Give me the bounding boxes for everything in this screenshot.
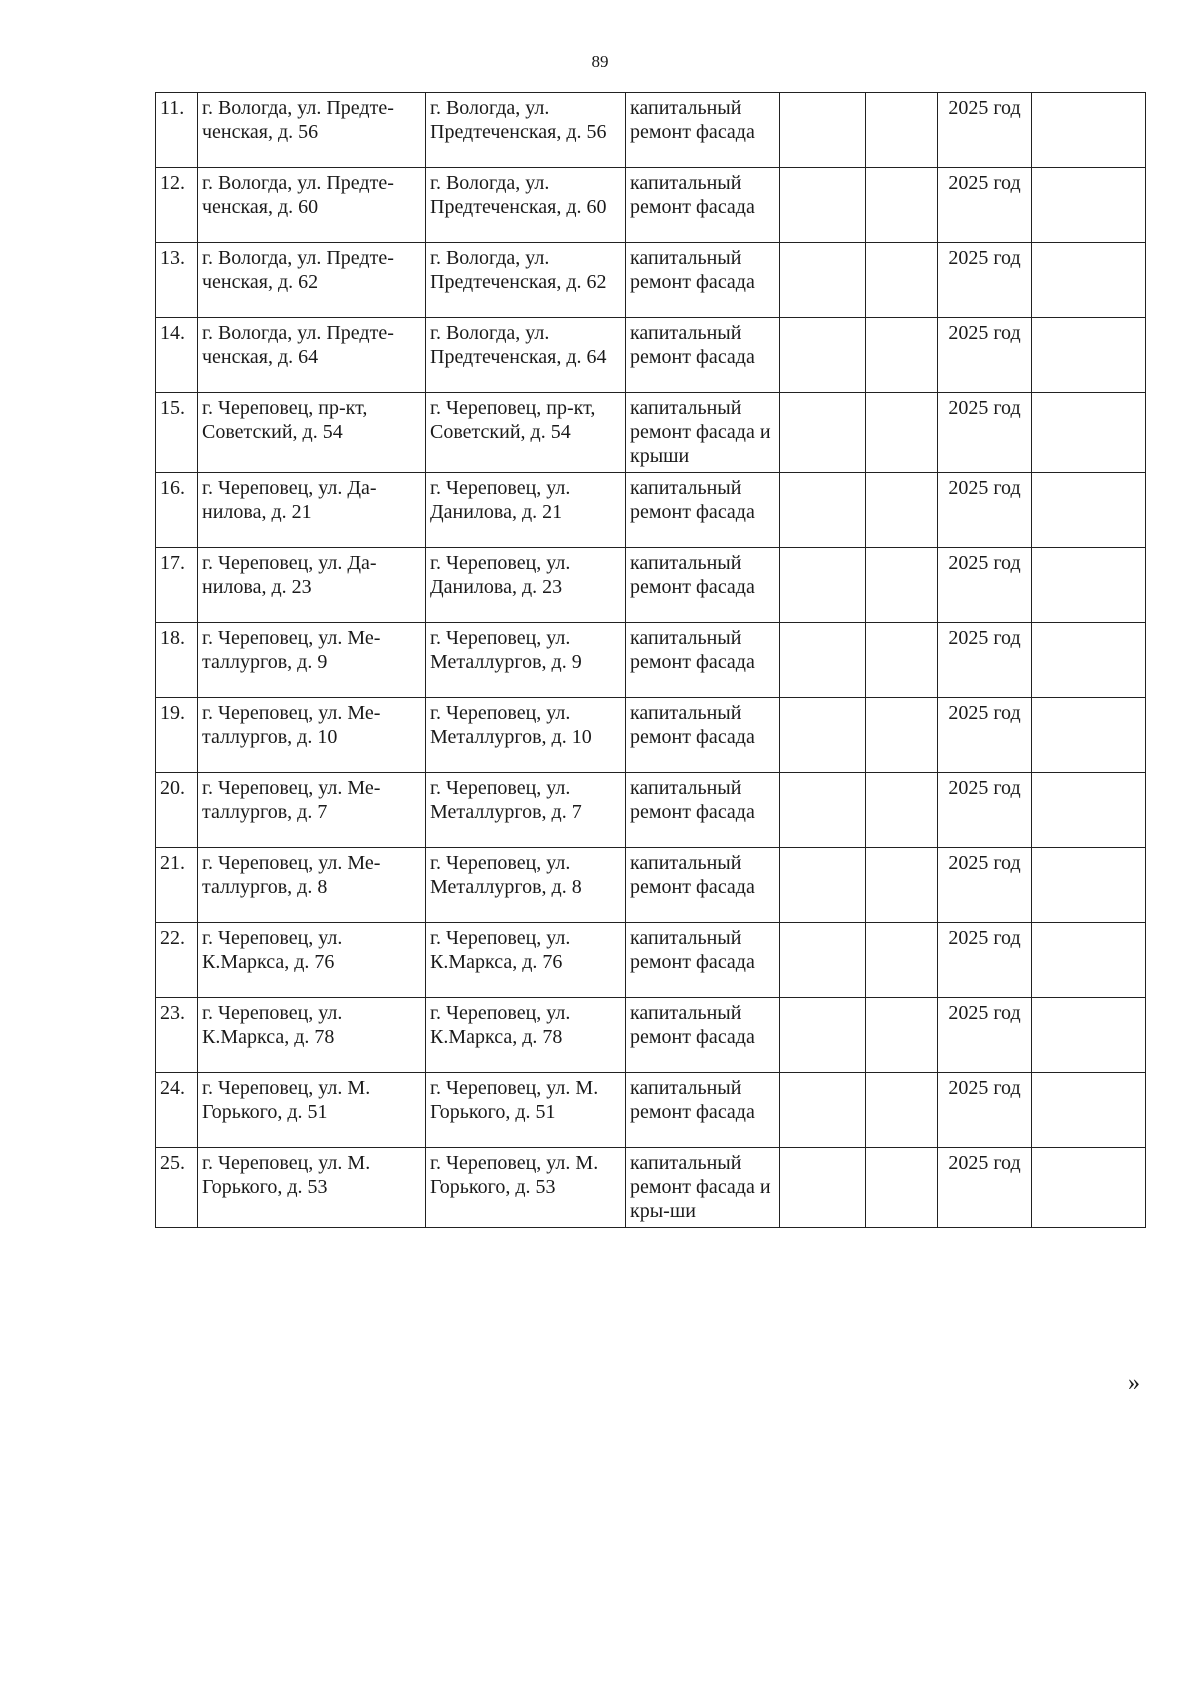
address-cell: г. Череповец, ул. М. Горького, д. 53 — [198, 1148, 426, 1228]
work-type-cell: капитальный ремонт фасада — [626, 93, 780, 168]
table-row — [156, 1148, 1146, 1228]
table-row — [156, 1073, 1146, 1148]
location-cell: г. Череповец, ул. Данилова, д. 21 — [426, 473, 626, 548]
work-type-cell: капитальный ремонт фасада — [626, 548, 780, 623]
table-row — [156, 393, 1146, 473]
empty-cell — [780, 243, 866, 318]
location-cell: г. Вологда, ул. Предтеченская, д. 56 — [426, 93, 626, 168]
empty-cell — [866, 93, 938, 168]
work-type-cell: капитальный ремонт фасада — [626, 773, 780, 848]
table-row — [156, 773, 1146, 848]
address-cell: г. Череповец, ул. К.Маркса, д. 78 — [198, 998, 426, 1073]
empty-cell — [866, 318, 938, 393]
year-cell: 2025 год — [938, 473, 1032, 548]
page-number: 89 — [591, 52, 609, 71]
table-row — [156, 243, 1146, 318]
location-cell: г. Вологда, ул. Предтеченская, д. 60 — [426, 168, 626, 243]
year-cell: 2025 год — [938, 923, 1032, 998]
empty-cell — [1032, 848, 1146, 923]
work-type-cell: капитальный ремонт фасада и кры-ши — [626, 1148, 780, 1228]
work-type-cell: капитальный ремонт фасада — [626, 623, 780, 698]
registry-table-body — [156, 93, 1146, 1228]
location-cell: г. Череповец, ул. Металлургов, д. 8 — [426, 848, 626, 923]
empty-cell — [1032, 923, 1146, 998]
empty-cell — [1032, 548, 1146, 623]
row-number-cell: 17. — [156, 548, 198, 623]
row-number-cell: 14. — [156, 318, 198, 393]
table-row — [156, 168, 1146, 243]
empty-cell — [866, 473, 938, 548]
empty-cell — [1032, 393, 1146, 473]
empty-cell — [780, 168, 866, 243]
row-number-cell: 11. — [156, 93, 198, 168]
row-number-cell: 24. — [156, 1073, 198, 1148]
row-number-cell: 20. — [156, 773, 198, 848]
empty-cell — [866, 393, 938, 473]
empty-cell — [866, 623, 938, 698]
year-cell: 2025 год — [938, 243, 1032, 318]
empty-cell — [780, 1073, 866, 1148]
row-number-cell: 19. — [156, 698, 198, 773]
year-cell: 2025 год — [938, 623, 1032, 698]
address-cell: г. Череповец, ул. Ме-таллургов, д. 9 — [198, 623, 426, 698]
empty-cell — [780, 998, 866, 1073]
empty-cell — [780, 393, 866, 473]
work-type-cell: капитальный ремонт фасада — [626, 318, 780, 393]
empty-cell — [780, 698, 866, 773]
row-number-cell: 13. — [156, 243, 198, 318]
location-cell: г. Череповец, пр-кт, Советский, д. 54 — [426, 393, 626, 473]
empty-cell — [1032, 998, 1146, 1073]
empty-cell — [866, 698, 938, 773]
row-number-cell: 18. — [156, 623, 198, 698]
year-cell: 2025 год — [938, 93, 1032, 168]
table-row — [156, 548, 1146, 623]
empty-cell — [1032, 1148, 1146, 1228]
table-row — [156, 848, 1146, 923]
work-type-cell: капитальный ремонт фасада — [626, 168, 780, 243]
address-cell: г. Череповец, ул. Ме-таллургов, д. 10 — [198, 698, 426, 773]
address-cell: г. Череповец, ул. Ме-таллургов, д. 8 — [198, 848, 426, 923]
work-type-cell: капитальный ремонт фасада — [626, 473, 780, 548]
empty-cell — [780, 623, 866, 698]
empty-cell — [866, 243, 938, 318]
location-cell: г. Череповец, ул. М. Горького, д. 51 — [426, 1073, 626, 1148]
location-cell: г. Череповец, ул. М. Горького, д. 53 — [426, 1148, 626, 1228]
address-cell: г. Череповец, ул. К.Маркса, д. 76 — [198, 923, 426, 998]
year-cell: 2025 год — [938, 393, 1032, 473]
empty-cell — [1032, 243, 1146, 318]
location-cell: г. Вологда, ул. Предтеченская, д. 64 — [426, 318, 626, 393]
year-cell: 2025 год — [938, 548, 1032, 623]
empty-cell — [866, 848, 938, 923]
empty-cell — [780, 1148, 866, 1228]
work-type-cell: капитальный ремонт фасада — [626, 243, 780, 318]
work-type-cell: капитальный ремонт фасада — [626, 998, 780, 1073]
empty-cell — [1032, 1073, 1146, 1148]
empty-cell — [866, 168, 938, 243]
address-cell: г. Череповец, ул. Да-нилова, д. 21 — [198, 473, 426, 548]
location-cell: г. Вологда, ул. Предтеченская, д. 62 — [426, 243, 626, 318]
empty-cell — [780, 923, 866, 998]
empty-cell — [1032, 168, 1146, 243]
row-number-cell: 12. — [156, 168, 198, 243]
empty-cell — [866, 773, 938, 848]
closing-quote-mark: » — [1128, 1370, 1140, 1396]
year-cell: 2025 год — [938, 848, 1032, 923]
empty-cell — [1032, 698, 1146, 773]
empty-cell — [1032, 773, 1146, 848]
table-row — [156, 698, 1146, 773]
row-number-cell: 15. — [156, 393, 198, 473]
location-cell: г. Череповец, ул. Данилова, д. 23 — [426, 548, 626, 623]
address-cell: г. Вологда, ул. Предте-ченская, д. 62 — [198, 243, 426, 318]
empty-cell — [780, 473, 866, 548]
work-type-cell: капитальный ремонт фасада — [626, 698, 780, 773]
address-cell: г. Вологда, ул. Предте-ченская, д. 56 — [198, 93, 426, 168]
row-number-cell: 16. — [156, 473, 198, 548]
table-row — [156, 93, 1146, 168]
address-cell: г. Вологда, ул. Предте-ченская, д. 60 — [198, 168, 426, 243]
empty-cell — [1032, 318, 1146, 393]
empty-cell — [780, 773, 866, 848]
row-number-cell: 22. — [156, 923, 198, 998]
empty-cell — [866, 548, 938, 623]
empty-cell — [1032, 623, 1146, 698]
year-cell: 2025 год — [938, 998, 1032, 1073]
address-cell: г. Череповец, пр-кт, Советский, д. 54 — [198, 393, 426, 473]
location-cell: г. Череповец, ул. Металлургов, д. 9 — [426, 623, 626, 698]
year-cell: 2025 год — [938, 698, 1032, 773]
empty-cell — [866, 1073, 938, 1148]
location-cell: г. Череповец, ул. К.Маркса, д. 76 — [426, 923, 626, 998]
year-cell: 2025 год — [938, 773, 1032, 848]
empty-cell — [780, 318, 866, 393]
table-row — [156, 473, 1146, 548]
address-cell: г. Вологда, ул. Предте-ченская, д. 64 — [198, 318, 426, 393]
work-type-cell: капитальный ремонт фасада — [626, 848, 780, 923]
year-cell: 2025 год — [938, 168, 1032, 243]
row-number-cell: 23. — [156, 998, 198, 1073]
empty-cell — [866, 923, 938, 998]
registry-table-container — [155, 92, 1145, 1228]
work-type-cell: капитальный ремонт фасада — [626, 923, 780, 998]
row-number-cell: 25. — [156, 1148, 198, 1228]
work-type-cell: капитальный ремонт фасада и крыши — [626, 393, 780, 473]
table-row — [156, 923, 1146, 998]
table-row — [156, 623, 1146, 698]
empty-cell — [866, 1148, 938, 1228]
year-cell: 2025 год — [938, 1148, 1032, 1228]
empty-cell — [780, 93, 866, 168]
empty-cell — [780, 548, 866, 623]
empty-cell — [1032, 473, 1146, 548]
empty-cell — [1032, 93, 1146, 168]
registry-table — [155, 92, 1146, 1228]
address-cell: г. Череповец, ул. М. Горького, д. 51 — [198, 1073, 426, 1148]
year-cell: 2025 год — [938, 1073, 1032, 1148]
work-type-cell: капитальный ремонт фасада — [626, 1073, 780, 1148]
location-cell: г. Череповец, ул. К.Маркса, д. 78 — [426, 998, 626, 1073]
location-cell: г. Череповец, ул. Металлургов, д. 10 — [426, 698, 626, 773]
empty-cell — [780, 848, 866, 923]
table-row — [156, 318, 1146, 393]
address-cell: г. Череповец, ул. Да-нилова, д. 23 — [198, 548, 426, 623]
row-number-cell: 21. — [156, 848, 198, 923]
year-cell: 2025 год — [938, 318, 1032, 393]
empty-cell — [866, 998, 938, 1073]
table-row — [156, 998, 1146, 1073]
address-cell: г. Череповец, ул. Ме-таллургов, д. 7 — [198, 773, 426, 848]
location-cell: г. Череповец, ул. Металлургов, д. 7 — [426, 773, 626, 848]
